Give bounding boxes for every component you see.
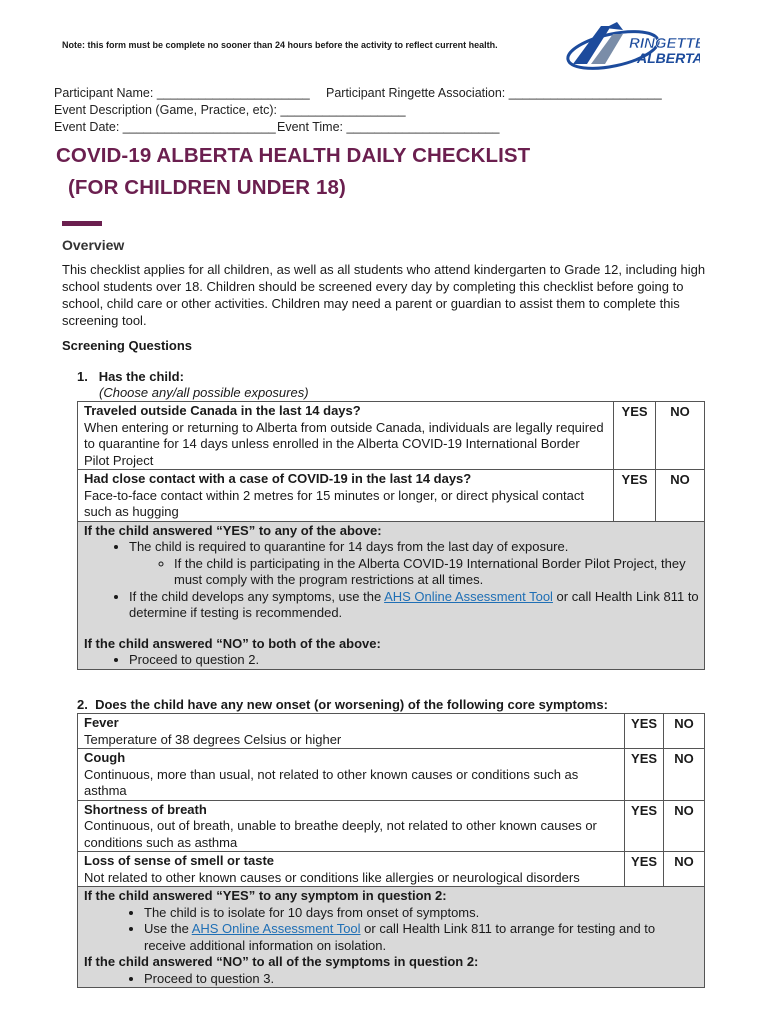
q2-row1-title: Fever — [84, 715, 119, 730]
q1-yes-sublist — [129, 556, 699, 589]
list-item — [129, 539, 699, 589]
q1-row2-yes[interactable]: YES — [614, 470, 656, 522]
q1-yes-bullet1: The child is required to quarantine for 14 days from the last day of exposure. — [129, 539, 569, 554]
logo-text-alberta: ALBERTA — [637, 50, 700, 66]
q2-row2-yes[interactable]: YES — [625, 749, 664, 801]
question-2 — [77, 697, 608, 712]
page-title-line2: (FOR CHILDREN UNDER 18) — [68, 176, 346, 199]
logo-text-ringette: RINGETTE — [629, 35, 700, 52]
participant-association-field[interactable]: Participant Ringette Association: ______________________ — [326, 86, 662, 100]
list-item: • Proceed to question 2. — [129, 652, 699, 669]
q2-yes-list — [84, 905, 699, 955]
q1-row2-desc: Face-to-face contact within 2 metres for 15 minutes or longer, or direct physical contact such as hugging — [84, 487, 585, 519]
screening-heading: Screening Questions — [62, 338, 193, 353]
list-item: ◦ If the child is participating in the Alberta COVID-19 International Border Pilot Project, they must comply with the program restrictions at all times. — [174, 556, 699, 589]
q1-row1-desc: When entering or returning to Alberta from outside Canada, individuals are legally required to quarantine for 14 days unless enrolled in the Alberta COVID-19 International Border Pilot Project — [84, 419, 604, 468]
list-item — [144, 921, 699, 954]
q2-row1-yes[interactable]: YES — [625, 714, 664, 749]
q2-row3-question — [78, 800, 625, 852]
q2-row3-title: Shortness of breath — [84, 801, 207, 817]
question-1-number: 1. — [77, 369, 88, 384]
overview-text: This checklist applies for all children, as well as all students who attend kindergarten to Grade 12, including high school students over 18. Children should be screened every day by completing this checklist before going to school, child care or other activities. Children may need a parent or guardian to assist them to complete this screening tool. — [62, 262, 706, 328]
q2-row4-question — [78, 852, 625, 887]
q1-row2-question — [78, 470, 614, 522]
table-row — [78, 470, 705, 522]
q1-row2-no[interactable]: NO — [656, 470, 705, 522]
q2-row2-title: Cough — [84, 750, 126, 765]
q1-guidance — [78, 521, 705, 669]
question-1-text: Has the child: — [98, 369, 184, 384]
q2-row1-desc: Temperature of 38 degrees Celsius or higher — [84, 731, 342, 747]
question-1-subtext: (Choose any/all possible exposures) — [99, 385, 309, 400]
list-item: • The child is to isolate for 10 days from onset of symptoms. — [144, 905, 699, 922]
question-2-number: 2. — [77, 697, 88, 712]
question-1 — [77, 369, 184, 384]
q2-row1-no[interactable]: NO — [664, 714, 705, 749]
q2-yes-bullet2-pre: Use the — [144, 921, 192, 936]
question-2-text: Does the child have any new onset (or worsening) of the following core symptoms: — [95, 697, 608, 712]
ahs-assessment-link[interactable]: AHS Online Assessment Tool — [191, 921, 361, 936]
q1-row1-question — [78, 402, 614, 470]
table-row — [78, 714, 705, 749]
q2-yes-heading: If the child answered “YES” to any symptom in question 2: — [84, 888, 447, 903]
table-row — [78, 887, 705, 988]
q2-row3-yes[interactable]: YES — [625, 800, 664, 852]
q1-yes-list — [84, 539, 699, 622]
form-note: Note: this form must be complete no sooner than 24 hours before the activity to reflect current health. — [62, 40, 498, 50]
event-description-field[interactable]: Event Description (Game, Practice, etc): __________________ — [54, 103, 406, 117]
q2-row1-question — [78, 714, 625, 749]
logo-graphic — [565, 20, 700, 72]
q1-yes-bullet2-post: or call Health Link 811 to determine if testing is recommended. — [129, 588, 699, 620]
question-1-table — [77, 401, 705, 670]
q2-row3-desc: Continuous, out of breath, unable to breathe deeply, not related to other known causes or conditions such as asthma — [84, 818, 597, 850]
overview-heading: Overview — [62, 237, 125, 253]
q2-row4-no[interactable]: NO — [664, 852, 705, 887]
q1-no-list — [84, 652, 699, 669]
q1-row1-no[interactable]: NO — [656, 402, 705, 470]
list-item — [129, 589, 699, 622]
q1-yes-bullet2-pre: If the child develops any symptoms, use the — [129, 588, 385, 604]
q2-yes-bullet2-post: or call Health Link 811 to arrange for testing and to receive additional information on isolation. — [144, 921, 656, 953]
q1-row1-yes[interactable]: YES — [614, 402, 656, 470]
title-accent-bar — [62, 221, 102, 226]
q2-row3-no[interactable]: NO — [664, 800, 705, 852]
participant-name-field[interactable]: Participant Name: ______________________ — [54, 86, 310, 100]
table-row — [78, 800, 705, 852]
q2-row4-title: Loss of sense of smell or taste — [84, 853, 275, 868]
list-item: • Proceed to question 3. — [144, 971, 699, 988]
q1-yes-heading: If the child answered “YES” to any of the above: — [84, 522, 382, 538]
q2-no-heading: If the child answered “NO” to all of the symptoms in question 2: — [84, 954, 479, 969]
table-row — [78, 749, 705, 801]
ahs-assessment-link[interactable]: AHS Online Assessment Tool — [384, 588, 553, 604]
table-row — [78, 521, 705, 669]
q2-row4-yes[interactable]: YES — [625, 852, 664, 887]
table-row — [78, 852, 705, 887]
q2-row2-no[interactable]: NO — [664, 749, 705, 801]
table-row — [78, 402, 705, 470]
q1-row2-title: Had close contact with a case of COVID-19 in the last 14 days? — [84, 471, 472, 486]
q2-no-list — [84, 971, 699, 988]
event-time-field[interactable]: Event Time: ______________________ — [277, 120, 500, 134]
q2-row2-question — [78, 749, 625, 801]
q2-row2-desc: Continuous, more than usual, not related to other known causes or conditions such as asthma — [84, 766, 579, 798]
event-date-field[interactable]: Event Date: ______________________ — [54, 120, 276, 134]
q2-guidance — [78, 887, 705, 988]
question-2-table — [77, 713, 705, 988]
q2-row4-desc: Not related to other known causes or conditions like allergies or neurological disorders — [84, 869, 580, 885]
q1-no-heading: If the child answered “NO” to both of the above: — [84, 635, 381, 651]
page-title-line1: COVID-19 ALBERTA HEALTH DAILY CHECKLIST — [56, 144, 531, 167]
q1-row1-title: Traveled outside Canada in the last 14 days? — [84, 403, 361, 418]
ringette-alberta-logo — [565, 20, 700, 72]
